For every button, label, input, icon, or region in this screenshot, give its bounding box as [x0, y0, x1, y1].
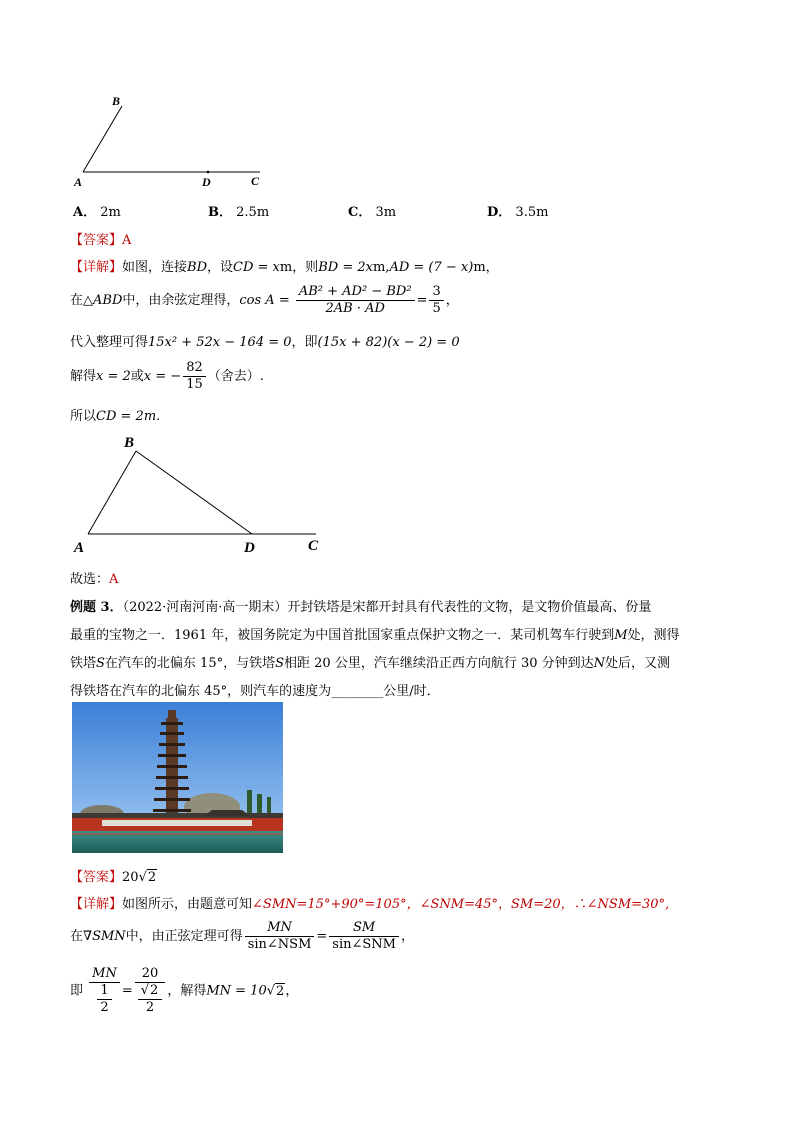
- denominator: 2: [145, 1000, 155, 1015]
- label-a: A: [74, 540, 85, 556]
- example-3-line-2: [70, 624, 680, 643]
- equals: =: [316, 929, 328, 944]
- text: ，: [285, 983, 299, 999]
- text: m,: [372, 260, 390, 275]
- answer-2-value: 20: [122, 870, 139, 885]
- answer-2: [70, 866, 157, 885]
- detail-1-line-1: [70, 256, 499, 275]
- detail-1-line-4: [70, 360, 264, 393]
- denominator: [135, 983, 166, 1016]
- option-c-value: 3m: [375, 205, 397, 220]
- option-a-letter: A．: [73, 205, 97, 220]
- text: ，即: [291, 335, 318, 350]
- text: .: [156, 409, 161, 424]
- text: 如图所示，由题意可知: [122, 897, 253, 912]
- select-1-value: A: [109, 572, 119, 587]
- text: 在汽车的北偏东 15°，与铁塔: [104, 656, 276, 671]
- math: S: [96, 656, 105, 671]
- figure-2-triangle: [70, 430, 340, 560]
- label-b: B: [124, 435, 135, 451]
- numerator: 82: [183, 360, 206, 377]
- label-d: D: [202, 175, 211, 189]
- radicand: 2: [150, 983, 159, 998]
- text: 代入整理可得: [70, 335, 149, 350]
- option-b: [208, 201, 269, 220]
- figure-1-triangle: [70, 90, 270, 190]
- label-c: C: [251, 174, 260, 188]
- numerator: 20: [135, 966, 166, 983]
- option-b-letter: B．: [208, 205, 232, 220]
- text: 铁塔: [70, 656, 97, 671]
- text: （舍去）.: [207, 369, 264, 384]
- math: (15x + 82)(x − 2) = 0: [317, 335, 460, 350]
- compound-fraction-2: [135, 966, 166, 1016]
- answer-2-root: 2: [147, 870, 157, 885]
- compound-fraction-1: [89, 966, 120, 1016]
- text: ，设: [207, 260, 234, 275]
- option-c-letter: C．: [348, 205, 372, 220]
- answer-1-value: A: [122, 233, 132, 248]
- answer-2-tag: 【答案】: [70, 870, 123, 885]
- math: cos A =: [239, 293, 290, 308]
- radicand: 2: [276, 983, 285, 999]
- denominator: sin∠NSM: [247, 937, 312, 952]
- math: MN = 10: [206, 983, 267, 999]
- equals: =: [121, 983, 133, 999]
- point-d: [207, 171, 210, 174]
- numerator: MN: [89, 966, 120, 983]
- select-1: [70, 568, 118, 587]
- text: 中，由正弦定理可得: [125, 929, 243, 944]
- text: 在∇: [70, 929, 93, 944]
- half-fraction: [97, 983, 111, 1016]
- answer-blank: ________: [331, 684, 384, 699]
- text: 故选：: [70, 572, 110, 587]
- text: 所以: [70, 409, 97, 424]
- label-a: A: [74, 175, 83, 189]
- numerator: [138, 983, 163, 1000]
- text: 中，由余弦定理得，: [122, 293, 240, 308]
- text: 最重的宝物之一．1961 年，被国务院定为中国首批国家重点保护文物之一．某司机驾车行驶到: [70, 628, 615, 643]
- value-fraction: [429, 284, 443, 317]
- math: ∠SMN=15°+90°=105°，∠SNM=45°，SM=20，∴∠NSM=30°,: [252, 897, 670, 912]
- denominator: 2: [100, 1000, 109, 1015]
- text: ，解得: [167, 983, 207, 999]
- example-3-title: 例题 3．: [70, 600, 123, 615]
- equals: =: [416, 293, 428, 308]
- math: ABD: [93, 293, 123, 308]
- detail-1-line-3: [70, 331, 460, 350]
- math: AD = (7 − x): [389, 260, 474, 275]
- option-a-value: 2m: [100, 205, 121, 220]
- option-d-value: 3.5m: [515, 205, 549, 220]
- numerator: 1: [97, 983, 111, 1000]
- text: 在△: [70, 293, 93, 308]
- option-d-letter: D．: [487, 205, 512, 220]
- segment-ab: [83, 106, 122, 172]
- cosine-fraction: [296, 284, 415, 317]
- math: M: [614, 628, 628, 643]
- label-b: B: [112, 94, 121, 108]
- math: N: [593, 656, 606, 671]
- text: 公里/时．: [383, 684, 440, 699]
- denominator: [89, 983, 120, 1016]
- iron-pagoda-photo: [72, 702, 283, 853]
- answer-1-tag: 【答案】: [70, 233, 123, 248]
- detail-2-line-2: [70, 920, 414, 953]
- text: 相距 20 公里，汽车继续沿正西方向航行 30 分钟到达: [284, 656, 594, 671]
- numerator: MN: [245, 920, 315, 937]
- text: ，: [445, 293, 459, 308]
- numerator: SM: [329, 920, 399, 937]
- sqrt-symbol: √: [138, 870, 147, 885]
- numerator: AB² + AD² − BD²: [296, 284, 415, 301]
- detail-1-line-5: [70, 405, 160, 424]
- math: BD = 2x: [318, 260, 373, 275]
- detail-1-line-2: [70, 284, 459, 317]
- label-d: D: [244, 540, 255, 556]
- option-d: [487, 201, 548, 220]
- example-3-line-3: [70, 652, 670, 671]
- root-fraction: [183, 360, 206, 393]
- detail-2-tag: 【详解】: [70, 897, 123, 912]
- text: ，: [400, 929, 414, 944]
- detail-1-tag: 【详解】: [70, 260, 123, 275]
- sqrt-symbol: √: [140, 983, 150, 998]
- math: CD = 2m: [96, 409, 157, 424]
- option-a: [73, 201, 121, 220]
- math: SMN: [92, 929, 126, 944]
- detail-2-line-3: [70, 966, 298, 1016]
- answer-1: [70, 229, 131, 248]
- root-half-fraction: [138, 983, 163, 1016]
- sine-fraction-1: [245, 920, 315, 953]
- example-3-line-4: [70, 680, 440, 699]
- text: 得铁塔在汽车的北偏东 45°，则汽车的速度为: [70, 684, 332, 699]
- option-b-value: 2.5m: [236, 205, 270, 220]
- math: S: [275, 656, 285, 671]
- text: （2022·河南河南·高一期末）开封铁塔是宋都开封具有代表性的文物，是文物价值最高、份量: [122, 600, 652, 615]
- option-c: [348, 201, 396, 220]
- segment-bd: [136, 451, 252, 534]
- sine-fraction-2: [329, 920, 399, 953]
- text: m，则: [279, 260, 319, 275]
- sqrt-symbol: √: [266, 983, 276, 999]
- denominator: 5: [432, 301, 441, 316]
- segment-ab: [88, 451, 136, 534]
- math: CD = x: [233, 260, 280, 275]
- text: 处后，又测: [605, 656, 671, 671]
- text: 处，测得: [627, 628, 680, 643]
- text: m，: [473, 260, 499, 275]
- math: BD: [187, 260, 208, 275]
- math: x = −: [143, 369, 182, 384]
- label-c: C: [308, 538, 319, 554]
- text: 即: [70, 983, 84, 999]
- text: 或: [130, 369, 144, 384]
- text: 解得: [70, 369, 97, 384]
- numerator: 3: [429, 284, 443, 301]
- denominator: 15: [186, 377, 203, 392]
- denominator: sin∠SNM: [332, 937, 396, 952]
- denominator: 2AB · AD: [325, 301, 385, 316]
- math: x = 2: [96, 369, 131, 384]
- example-3-line-1: [70, 596, 651, 615]
- math: 15x² + 52x − 164 = 0: [148, 335, 292, 350]
- text: 如图，连接: [122, 260, 188, 275]
- detail-2-line-1: [70, 893, 669, 912]
